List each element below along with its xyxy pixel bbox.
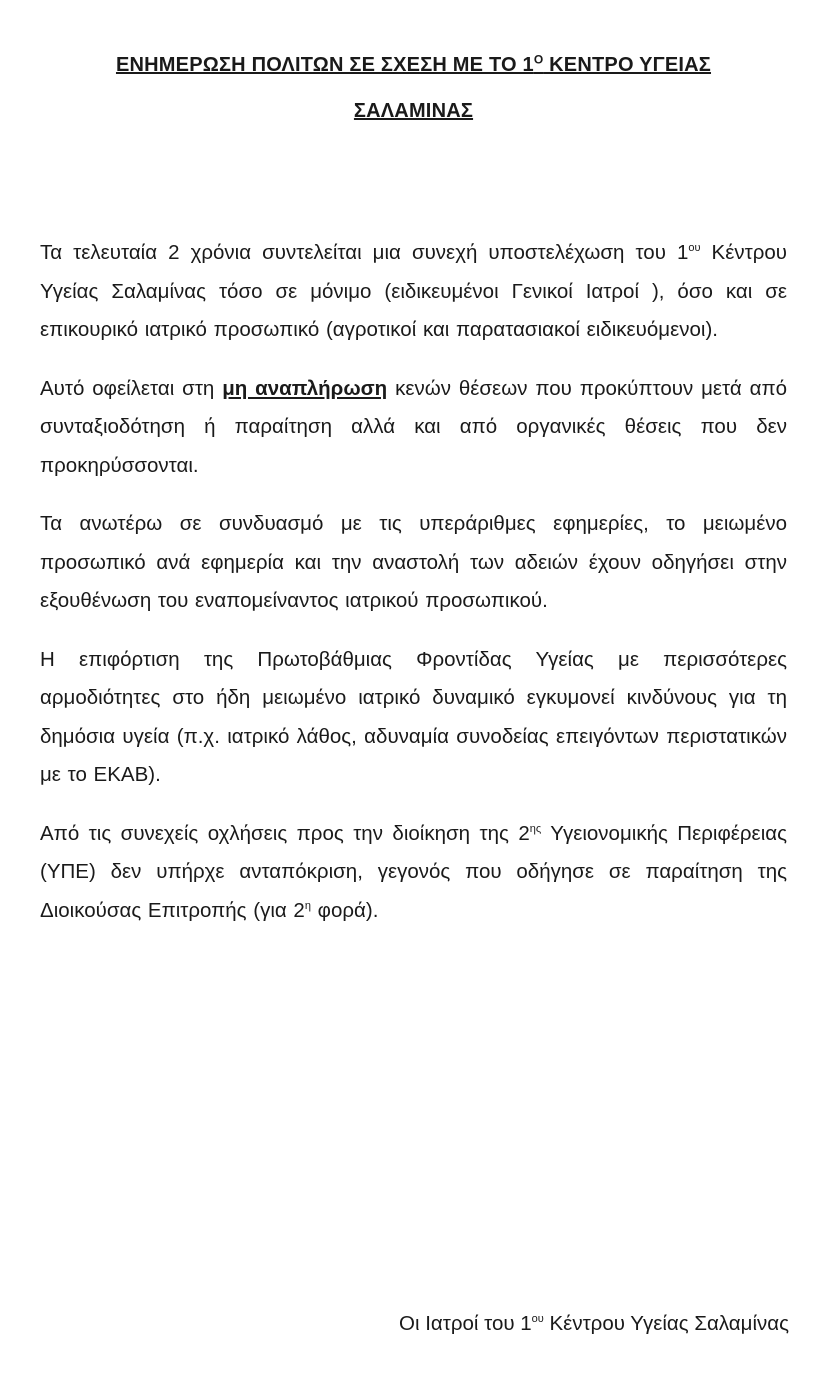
title-line-1: ΕΝΗΜΕΡΩΣΗ ΠΟΛΙΤΩΝ ΣΕ ΣΧΕΣΗ ΜΕ ΤΟ $1^O$ ΚΕΝΤΡΟ ΥΓΕΙΑΣ	[115, 52, 712, 76]
paragraph-understaffing: Τα τελευταία 2 χρόνια συντελείται μια συνεχή υποστελέχωση του $1^{o\upsilon}$ Κέντρου Υγείας Σαλαμίνας τόσο σε μόνιμο (ειδικευμένοι Γενικοί Ιατροί ), όσο και σε επικουρικό ιατρικό προσωπικό (αγροτικοί και παρατασιακοί ειδικευόμενοι).	[40, 241, 787, 341]
paragraph-exhaustion: Τα ανωτέρω σε συνδυασμό με τις υπεράριθμες εφημερίες, το μειωμένο προσωπικό ανά εφημερία και την αναστολή των αδειών έχουν οδηγήσει στην εξουθένωση του εναπομείναντος ιατρικού προσωπικού.	[40, 512, 787, 612]
document-title	[40, 0, 787, 134]
underlined-phrase: μη αναπλήρωση	[222, 376, 388, 400]
paragraph-public-health-risk: Η επιφόρτιση της Πρωτοβάθμιας Φροντίδας Υγείας με περισσότερες αρμοδιότητες στο ήδη μειωμένο ιατρικό δυναμικό εγκυμονεί κινδύνους για τη δημόσια υγεία (π.χ. ιατρικό λάθος, αδυναμία συνοδείας επειγόντων περιστατικών με το ΕΚΑΒ).	[40, 647, 787, 786]
signature-line: Οι Ιατροί του $1^{o\upsilon}$ Κέντρου Υγείας Σαλαμίνας	[399, 1312, 789, 1335]
title-line-2: ΣΑΛΑΜΙΝΑΣ	[353, 100, 474, 122]
document-body	[40, 234, 787, 930]
paragraph-resignation: Από τις συνεχείς οχλήσεις προς την διοίκηση της $2^{\eta\varsigma}$ Υγειονομικής Περιφέρειας (ΥΠΕ) δεν υπήρχε ανταπόκριση, γεγονός που οδήγησε σε παραίτηση της Διοικούσας Επιτροπής (για $2^\eta$ φορά).	[40, 821, 787, 922]
paragraph-cause: Αυτό οφείλεται στη μη αναπλήρωση κενών θέσεων που προκύπτουν μετά από συνταξιοδότηση ή παραίτηση αλλά και από οργανικές θέσεις που δεν προκηρύσσονται.	[40, 376, 787, 477]
